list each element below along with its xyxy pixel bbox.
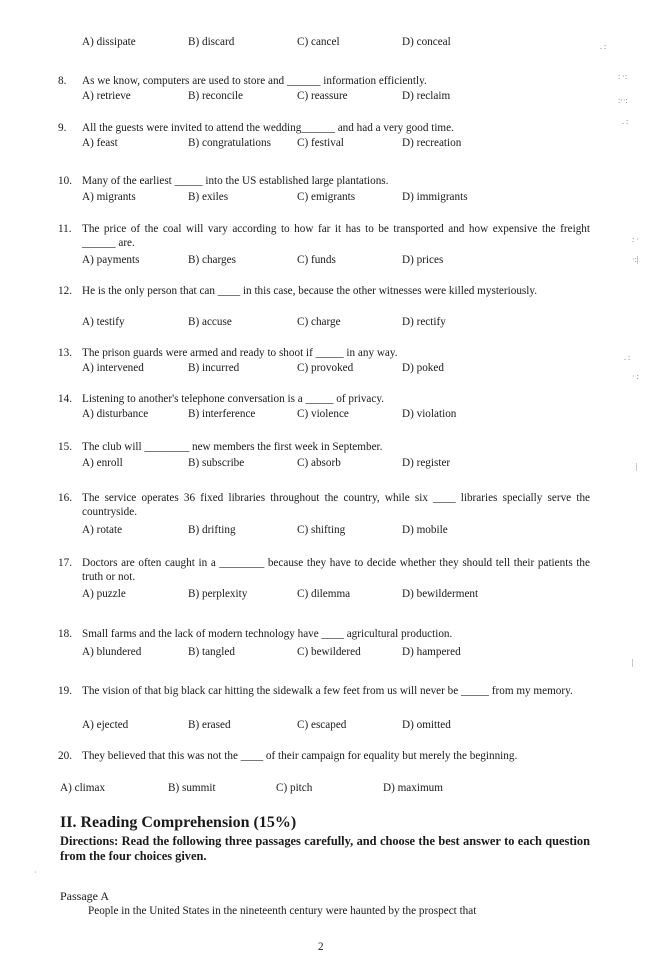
option-d: D) immigrants bbox=[402, 191, 468, 203]
option-d-top: D) conceal bbox=[402, 36, 451, 48]
option-c: C) festival bbox=[297, 137, 344, 149]
option-a: A) climax bbox=[60, 782, 106, 794]
question-stem: The prison guards were armed and ready to shoot if _____ in any way. bbox=[82, 347, 398, 359]
option-d: D) mobile bbox=[402, 524, 448, 536]
question-stem: The service operates 36 fixed libraries throughout the country, while six ____ libraries specially serve the countryside. bbox=[82, 492, 590, 518]
option-a: A) ejected bbox=[82, 719, 129, 731]
option-a: A) intervened bbox=[82, 362, 144, 374]
option-d: D) poked bbox=[402, 362, 444, 374]
passage-heading: Passage A bbox=[60, 889, 109, 903]
option-a: A) testify bbox=[82, 316, 125, 328]
option-b: B) congratulations bbox=[188, 137, 271, 149]
question-stem: All the guests were invited to attend the wedding______ and had a very good time. bbox=[82, 122, 454, 134]
question-number: 14. bbox=[58, 393, 72, 405]
option-c: C) dilemma bbox=[297, 588, 351, 600]
option-a: A) puzzle bbox=[82, 588, 126, 600]
option-c: C) violence bbox=[297, 408, 349, 420]
page-number: 2 bbox=[318, 941, 324, 953]
question-stem: The price of the coal will vary according to how far it has to be transported and how expensive the freight ______ are. bbox=[82, 223, 590, 249]
question-number: 15. bbox=[58, 441, 72, 453]
option-c: C) escaped bbox=[297, 719, 347, 731]
option-a: A) disturbance bbox=[82, 408, 149, 420]
question-stem: The vision of that big black car hitting the sidewalk a few feet from us will never be _____ from my memory. bbox=[82, 685, 573, 697]
option-b: B) interference bbox=[188, 408, 256, 420]
option-a: A) feast bbox=[82, 137, 118, 149]
question-number: 12. bbox=[58, 285, 72, 297]
scan-speck: · : bbox=[632, 372, 639, 381]
question-stem: Small farms and the lack of modern technology have ____ agricultural production. bbox=[82, 628, 453, 640]
option-d: D) bewilderment bbox=[402, 588, 479, 600]
passage-first-line: People in the United States in the nineteenth century were haunted by the prospect that bbox=[88, 905, 477, 917]
option-b: B) tangled bbox=[188, 646, 235, 658]
option-c: C) emigrants bbox=[297, 191, 356, 203]
question-number: 11. bbox=[58, 223, 72, 235]
option-a: A) migrants bbox=[82, 191, 136, 203]
scan-speck: . : bbox=[622, 117, 629, 126]
option-b: B) accuse bbox=[188, 316, 232, 328]
scan-speck: . : bbox=[624, 353, 631, 362]
scan-speck: :··: bbox=[618, 96, 628, 105]
option-c-top: C) cancel bbox=[297, 36, 340, 48]
option-d: D) recreation bbox=[402, 137, 462, 149]
option-d: D) rectify bbox=[402, 316, 446, 328]
option-b: B) drifting bbox=[188, 524, 236, 536]
option-a: A) payments bbox=[82, 254, 140, 266]
option-a-top: A) dissipate bbox=[82, 36, 136, 48]
section-directions: Directions: Read the following three passages carefully, and choose the best answer to each question from the four choices given. bbox=[60, 834, 590, 863]
option-b: B) reconcile bbox=[188, 90, 243, 102]
option-c: C) bewildered bbox=[297, 646, 361, 658]
option-b: B) summit bbox=[168, 782, 216, 794]
question-stem: Listening to another's telephone conversation is a _____ of privacy. bbox=[82, 393, 385, 405]
option-c: C) absorb bbox=[297, 457, 341, 469]
option-c: C) provoked bbox=[297, 362, 354, 374]
section-title: II. Reading Comprehension (15%) bbox=[60, 814, 297, 831]
scan-speck: . : bbox=[600, 42, 607, 51]
option-a: A) rotate bbox=[82, 524, 123, 536]
scan-speck: : · bbox=[632, 235, 639, 244]
scan-speck: | bbox=[636, 462, 638, 471]
question-number: 9. bbox=[58, 122, 67, 134]
option-d: D) omitted bbox=[402, 719, 451, 731]
scan-speck: ·:| bbox=[632, 255, 639, 264]
question-stem: Doctors are often caught in a ________ because they have to decide whether they should tell their patients the truth or not. bbox=[82, 557, 590, 583]
option-b: B) perplexity bbox=[188, 588, 248, 600]
question-stem: The club will ________ new members the first week in September. bbox=[82, 441, 383, 453]
option-d: D) hampered bbox=[402, 646, 461, 658]
option-c: C) shifting bbox=[297, 524, 346, 536]
option-d: D) reclaim bbox=[402, 90, 451, 102]
question-number: 17. bbox=[58, 557, 72, 569]
scan-speck: | bbox=[632, 658, 634, 667]
question-stem: They believed that this was not the ____ of their campaign for equality but merely the beginning. bbox=[82, 750, 518, 762]
question-stem: He is the only person that can ____ in this case, because the other witnesses were killed mysteriously. bbox=[82, 285, 538, 297]
question-number: 10. bbox=[58, 175, 72, 187]
scan-speck: : ·: bbox=[618, 72, 628, 81]
question-number: 13. bbox=[58, 347, 72, 359]
option-b: B) charges bbox=[188, 254, 236, 266]
option-b: B) erased bbox=[188, 719, 231, 731]
question-stem: Many of the earliest _____ into the US established large plantations. bbox=[82, 175, 389, 187]
question-stem: As we know, computers are used to store and ______ information efficiently. bbox=[82, 75, 427, 87]
question-number: 8. bbox=[58, 75, 67, 87]
option-a: A) blundered bbox=[82, 646, 142, 658]
option-d: D) prices bbox=[402, 254, 444, 266]
option-b: B) subscribe bbox=[188, 457, 245, 469]
question-number: 20. bbox=[58, 750, 72, 762]
option-c: C) funds bbox=[297, 254, 336, 266]
option-b: B) incurred bbox=[188, 362, 240, 374]
option-d: D) register bbox=[402, 457, 451, 469]
option-c: C) charge bbox=[297, 316, 341, 328]
option-b-top: B) discard bbox=[188, 36, 235, 48]
scan-speck: · bbox=[34, 868, 37, 877]
question-number: 18. bbox=[58, 628, 72, 640]
option-a: A) enroll bbox=[82, 457, 123, 469]
option-d: D) maximum bbox=[383, 782, 443, 794]
question-number: 19. bbox=[58, 685, 72, 697]
option-d: D) violation bbox=[402, 408, 457, 420]
question-number: 16. bbox=[58, 492, 72, 504]
option-a: A) retrieve bbox=[82, 90, 131, 102]
option-c: C) pitch bbox=[276, 782, 313, 794]
option-b: B) exiles bbox=[188, 191, 229, 203]
option-c: C) reassure bbox=[297, 90, 348, 102]
